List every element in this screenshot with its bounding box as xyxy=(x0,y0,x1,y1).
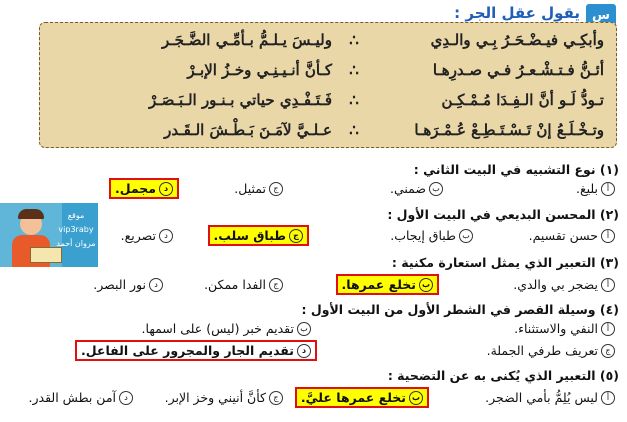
option-text: طباق سلب. xyxy=(213,228,286,243)
option-text: طباق إيجاب. xyxy=(390,228,456,243)
question-stem: (٣) التعبير الذي يمثل استعارة مكنية : xyxy=(391,255,619,270)
options-row xyxy=(0,178,627,200)
option-letter: د xyxy=(159,182,173,196)
option-text: مجمل. xyxy=(114,181,156,196)
option-letter: ب xyxy=(409,391,423,405)
verse-first-half: أئـنُّ فـتـشْـعـرُ فـي صـدرِهـا xyxy=(432,61,604,79)
option-letter: د xyxy=(149,278,163,292)
question-stem: (٤) وسيلة القصر في الشطر الأول من البيت الأول : xyxy=(301,302,619,317)
option-b-correct[interactable] xyxy=(297,389,427,406)
verse xyxy=(40,87,616,117)
option-c[interactable] xyxy=(483,342,619,359)
option-letter: د xyxy=(297,344,311,358)
option-letter: د xyxy=(119,391,133,405)
promo-banner[interactable] xyxy=(0,203,98,267)
option-b[interactable] xyxy=(386,227,477,244)
option-text: النفي والاستثناء. xyxy=(514,321,598,336)
verse xyxy=(40,117,616,147)
option-letter: ج xyxy=(269,182,283,196)
option-a[interactable] xyxy=(572,180,619,197)
intro-heading: يقول عقل الجر : xyxy=(454,4,580,22)
verse-second-half: عـلـيَّ لآمَـنَ بَـطْـشَ الـقَـدر xyxy=(164,121,332,139)
option-d-correct[interactable] xyxy=(77,342,315,359)
option-letter: ب xyxy=(297,322,311,336)
option-text: تمثيل. xyxy=(234,181,266,196)
option-text: يضجر بي والدي. xyxy=(513,277,598,292)
option-letter: د xyxy=(159,229,173,243)
poem-box xyxy=(39,22,617,148)
option-a[interactable] xyxy=(510,320,619,337)
option-letter: أ xyxy=(601,229,615,243)
option-letter: ب xyxy=(419,278,433,292)
promo-line: موقع xyxy=(67,211,85,220)
options-row xyxy=(0,318,627,340)
verse-first-half: وتـخْـلَـعُ إنْ تَـسْـتَـطِـعْ عُـمْـرَهـا xyxy=(414,121,604,139)
option-letter: أ xyxy=(601,322,615,336)
option-text: ضمني. xyxy=(389,181,426,196)
option-b[interactable] xyxy=(138,320,315,337)
verse xyxy=(40,57,616,87)
option-b-correct[interactable] xyxy=(338,276,438,293)
options-row xyxy=(0,340,627,362)
option-text: تخلع عمرها عليَّ. xyxy=(300,390,406,405)
option-letter: ج xyxy=(269,391,283,405)
option-d[interactable] xyxy=(25,389,137,406)
option-letter: ب xyxy=(429,182,443,196)
option-text: نور البصر. xyxy=(93,277,146,292)
verse-separator: ∴ xyxy=(349,61,359,79)
verse xyxy=(40,27,616,57)
option-text: تصريع. xyxy=(120,228,156,243)
options-row xyxy=(0,274,627,296)
verse-second-half: وليـسَ يـلـمُّ بـأمِّـي الضَّـجَـر xyxy=(161,31,332,49)
option-letter: ب xyxy=(459,229,473,243)
option-d[interactable] xyxy=(89,276,167,293)
option-text: تقديم خبر (ليس) على اسمها. xyxy=(141,321,294,336)
option-c-correct[interactable] xyxy=(210,227,307,244)
question-stem: (٢) المحسن البديعي في البيت الأول : xyxy=(387,207,619,222)
options-row xyxy=(0,387,627,409)
option-text: تعريف طرفي الجملة. xyxy=(486,343,598,358)
question-stem: (١) نوع التشبيه في البيت الثاني : xyxy=(413,162,619,177)
option-a[interactable] xyxy=(481,389,619,406)
verse-second-half: فَـتَـفْـدِي حياتي بـنـور الـبَـصَـرْ xyxy=(148,91,332,109)
student-illustration xyxy=(0,203,62,267)
question-badge: س xyxy=(586,4,616,26)
option-d[interactable] xyxy=(117,227,177,244)
verse-separator: ∴ xyxy=(349,91,359,109)
option-d-correct[interactable] xyxy=(111,180,177,197)
verse-second-half: كـأنَّ أنـيـنِـي وخـزُ الإبـرْ xyxy=(187,61,332,79)
promo-line: vip3raby xyxy=(58,225,94,234)
option-c[interactable] xyxy=(161,389,287,406)
verse-separator: ∴ xyxy=(349,121,359,139)
option-b[interactable] xyxy=(386,180,447,197)
promo-line: مروان أحمد xyxy=(56,239,96,248)
option-letter: أ xyxy=(601,278,615,292)
option-text: تقديم الجار والمجرور على الفاعل. xyxy=(81,343,294,358)
option-text: تخلع عمرها. xyxy=(341,277,416,292)
verse-separator: ∴ xyxy=(349,31,359,49)
option-letter: أ xyxy=(601,391,615,405)
option-text: الفدا ممكن. xyxy=(204,277,266,292)
verse-first-half: تـودُّ لَـو أنَّ الـفِـدَا مُـمْـكِـن xyxy=(441,91,604,109)
verse-first-half: وأبكِـي فيـضْـحَـرُ بِـي والـدِي xyxy=(430,31,604,49)
option-a[interactable] xyxy=(525,227,619,244)
option-text: كأنَّ أنيني وخز الإبر. xyxy=(164,390,266,405)
option-text: حسن تقسيم. xyxy=(528,228,598,243)
option-letter: ج xyxy=(601,344,615,358)
option-letter: ج xyxy=(269,278,283,292)
option-c[interactable] xyxy=(200,276,287,293)
option-text: ليس يُلِمُّ بأمي الضجر. xyxy=(485,390,598,405)
option-a[interactable] xyxy=(509,276,619,293)
student-hair xyxy=(18,209,44,219)
promo-text xyxy=(56,209,96,251)
option-text: آمن بطش القدر. xyxy=(28,390,116,405)
option-c[interactable] xyxy=(230,180,287,197)
option-letter: أ xyxy=(601,182,615,196)
question-stem: (٥) التعبير الذي يُكنى به عن التضحية : xyxy=(387,368,619,383)
option-letter: ج xyxy=(289,229,303,243)
option-text: بليغ. xyxy=(575,181,598,196)
